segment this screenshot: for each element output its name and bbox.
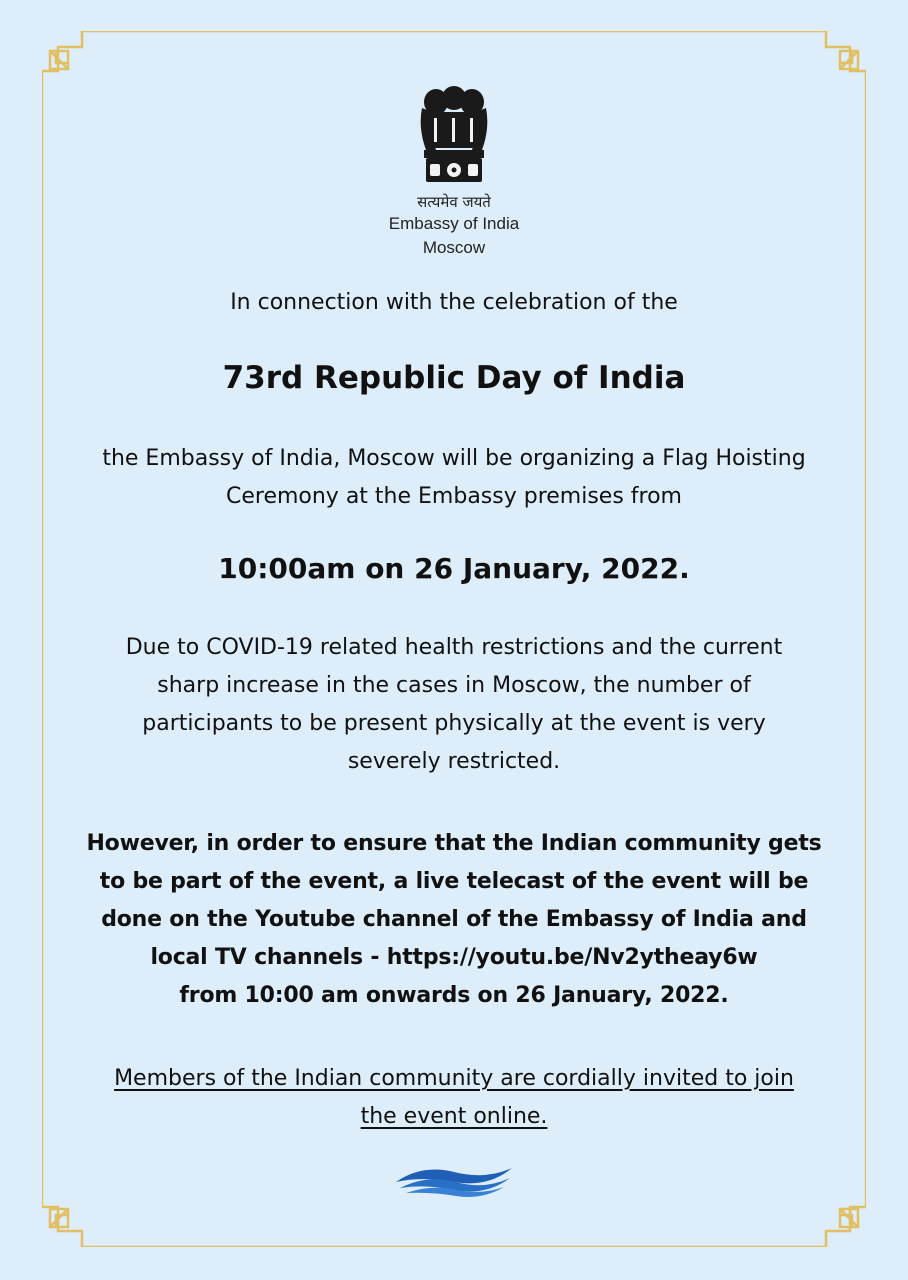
telecast-notice (60, 825, 848, 1015)
covid-line: severely restricted. (347, 749, 561, 774)
event-title: 73rd Republic Day of India (222, 360, 686, 396)
covid-line: participants to be present physically at the event is very (142, 711, 766, 736)
national-emblem-icon (414, 78, 494, 190)
invitation-text (60, 1060, 848, 1136)
event-description (60, 440, 848, 516)
notice-content (60, 78, 848, 1200)
description-line: Ceremony at the Embassy premises from (225, 484, 682, 509)
motto-text: सत्यमेव जयते (417, 193, 491, 211)
embassy-name: Embassy of India (388, 214, 520, 233)
telecast-line: done on the Youtube channel of the Embassy of India and (101, 907, 807, 932)
description-line: the Embassy of India, Moscow will be organizing a Flag Hoisting (102, 446, 806, 471)
telecast-line: to be part of the event, a live telecast of the event will be (99, 869, 809, 894)
wave-logo-icon (392, 1160, 516, 1200)
invitation-line: Members of the Indian community are cordially invited to join (114, 1066, 794, 1091)
covid-line: sharp increase in the cases in Moscow, the number of (157, 673, 751, 698)
covid-notice (60, 629, 848, 781)
embassy-city: Moscow (422, 238, 486, 257)
invitation-line: the event online. (360, 1104, 548, 1129)
event-datetime: 10:00am on 26 January, 2022. (218, 552, 690, 585)
telecast-line: from 10:00 am onwards on 26 January, 2022. (179, 983, 729, 1008)
intro-text: In connection with the celebration of the (230, 290, 678, 315)
telecast-line-link[interactable]: local TV channels - https://youtu.be/Nv2ytheay6w (150, 945, 758, 970)
telecast-line: However, in order to ensure that the Indian community gets (86, 831, 822, 856)
covid-line: Due to COVID-19 related health restrictions and the current (125, 635, 783, 660)
